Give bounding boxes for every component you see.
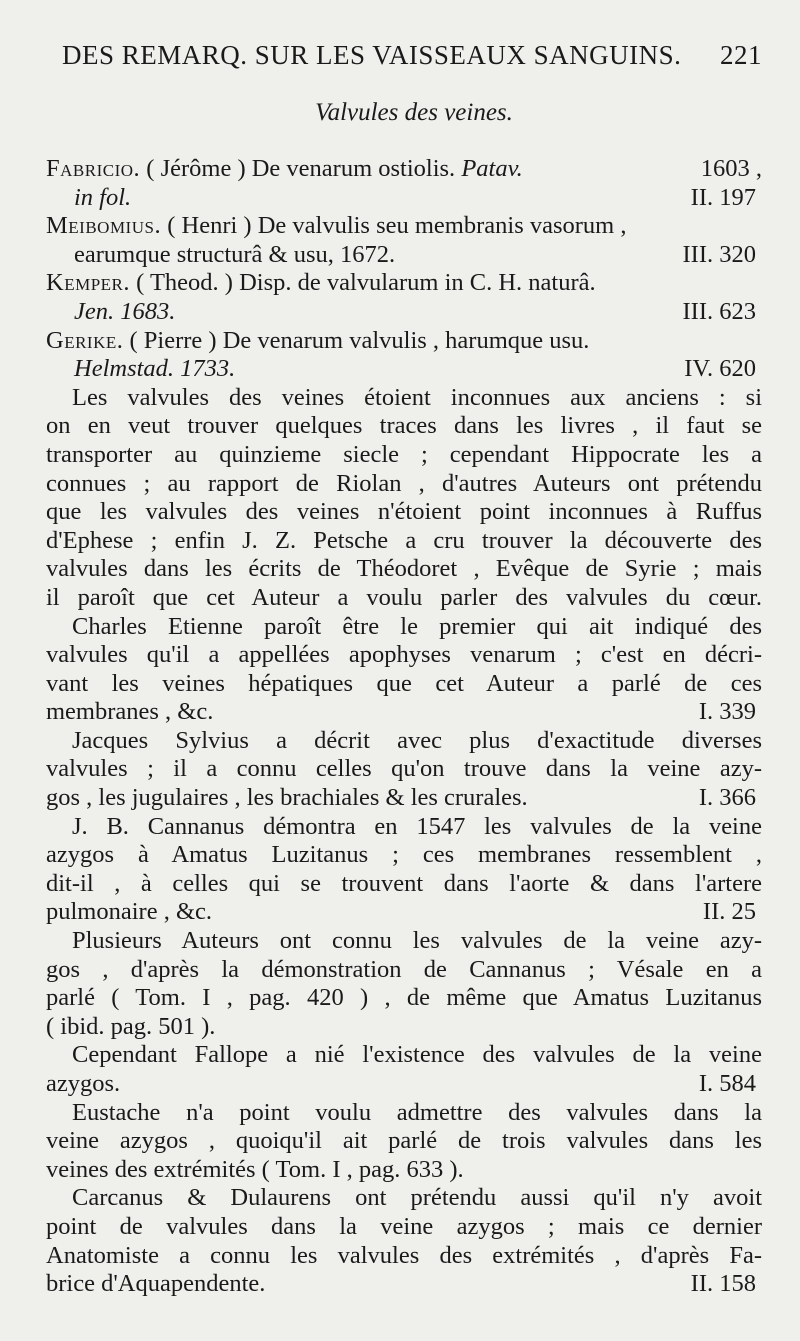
bib-entry: Gerike. ( Pierre ) De venarum valvulis , harumque usu. Helmstad. 1733. IV. 620 bbox=[46, 327, 762, 384]
bib-author: Meibomius. bbox=[46, 212, 162, 240]
bib-ref: II. 197 bbox=[690, 183, 756, 211]
page-ref: I. 339 bbox=[698, 698, 756, 726]
text-line: membranes , &c. I. 339 bbox=[46, 698, 762, 727]
text-line: transporter au quinzieme siecle ; cependant Hippocrate les a bbox=[46, 440, 762, 468]
text-line: vant les veines hépatiques que cet Auteur a parlé de ces bbox=[46, 669, 762, 697]
bib-author: Gerike. bbox=[46, 326, 124, 354]
text-line: Jacques Sylvius a décrit avec plus d'exactitude diverses bbox=[72, 726, 762, 754]
text-line: Plusieurs Auteurs ont connu les valvules de la veine azy- bbox=[72, 927, 762, 955]
text-line: point de valvules dans la veine azygos ; mais ce dernier bbox=[46, 1212, 762, 1240]
text-line: on en veut trouver quelques traces dans les livres , il faut se bbox=[46, 412, 762, 440]
bib-ref: III. 623 bbox=[682, 297, 756, 325]
text-line: Charles Etienne paroît être le premier qui ait indiqué des bbox=[72, 612, 762, 640]
body-text bbox=[46, 384, 762, 1299]
text-line: que les valvules des veines n'étoient point inconnues à Ruffus bbox=[46, 498, 762, 526]
bib-author: Kemper. bbox=[46, 269, 130, 297]
text-line: veine azygos , quoiqu'il ait parlé de trois valvules dans les bbox=[46, 1127, 762, 1155]
section-title: Valvules des veines. bbox=[315, 99, 513, 126]
text-line: Carcanus & Dulaurens ont prétendu aussi qu'il n'y avoit bbox=[72, 1184, 762, 1212]
bibliography bbox=[46, 155, 762, 384]
text-line: dit-il , à celles qui se trouvent dans l'aorte & dans l'artere bbox=[46, 869, 762, 897]
text-line: azygos. I. 584 bbox=[46, 1070, 762, 1099]
bib-author: Fabricio. bbox=[46, 155, 141, 182]
running-head bbox=[46, 40, 762, 71]
bib-entry: Kemper. ( Theod. ) Disp. de valvularum in C. H. naturâ. Jen. 1683. III. 623 bbox=[46, 269, 762, 326]
text-line: valvules dans les écrits de Théodoret , Evêque de Syrie ; mais bbox=[46, 555, 762, 583]
text-line: ( ibid. pag. 501 ). bbox=[46, 1012, 216, 1040]
text-line: brice d'Aquapendente. II. 158 bbox=[46, 1270, 762, 1299]
text-line: gos , d'après la démonstration de Cannanus ; Vésale en a bbox=[46, 955, 762, 983]
text-line: il paroît que cet Auteur a voulu parler des valvules du cœur. bbox=[46, 583, 762, 611]
page-number: 221 bbox=[720, 40, 762, 70]
text-line: parlé ( Tom. I , pag. 420 ) , de même que Amatus Luzitanus bbox=[46, 984, 762, 1012]
text-line: veines des extrémités ( Tom. I , pag. 633 ). bbox=[46, 1155, 464, 1183]
text-line: azygos à Amatus Luzitanus ; ces membranes ressemblent , bbox=[46, 841, 762, 869]
bib-entry: Meibomius. ( Henri ) De valvulis seu membranis vasorum , earumque structurâ & usu, 1672. III. 320 bbox=[46, 212, 762, 269]
bib-entry: Fabricio. ( Jérôme ) De venarum ostiolis. Patav. 1603 , in fol. II. 197 bbox=[46, 155, 762, 211]
text-line: Eustache n'a point voulu admettre des valvules dans la bbox=[72, 1098, 762, 1126]
page-ref: II. 25 bbox=[702, 898, 756, 926]
text-line: pulmonaire , &c. II. 25 bbox=[46, 898, 762, 927]
bib-ref: III. 320 bbox=[682, 240, 756, 268]
bib-ref: IV. 620 bbox=[684, 355, 756, 383]
text-line: Cependant Fallope a nié l'existence des valvules de la veine bbox=[72, 1041, 762, 1069]
page-ref: I. 366 bbox=[698, 784, 756, 812]
text-line: valvules ; il a connu celles qu'on trouve dans la veine azy- bbox=[46, 755, 762, 783]
page-ref: II. 158 bbox=[690, 1270, 756, 1298]
text-line: Les valvules des veines étoient inconnues aux anciens : si bbox=[72, 383, 762, 411]
page-ref: I. 584 bbox=[698, 1070, 756, 1097]
text-line: connues ; au rapport de Riolan , d'autres Auteurs ont prétendu bbox=[46, 469, 762, 497]
text-line: gos , les jugulaires , les brachiales & les crurales. I. 366 bbox=[46, 784, 762, 813]
text-line: d'Ephese ; enfin J. Z. Petsche a cru trouver la découverte des bbox=[46, 526, 762, 554]
text-line: J. B. Cannanus démontra en 1547 les valvules de la veine bbox=[72, 812, 762, 840]
running-title: DES REMARQ. SUR LES VAISSEAUX SANGUINS. bbox=[62, 40, 682, 70]
text-line: Anatomiste a connu les valvules des extrémités , d'après Fa- bbox=[46, 1241, 762, 1269]
text-line: valvules qu'il a appellées apophyses venarum ; c'est en décri- bbox=[46, 641, 762, 669]
